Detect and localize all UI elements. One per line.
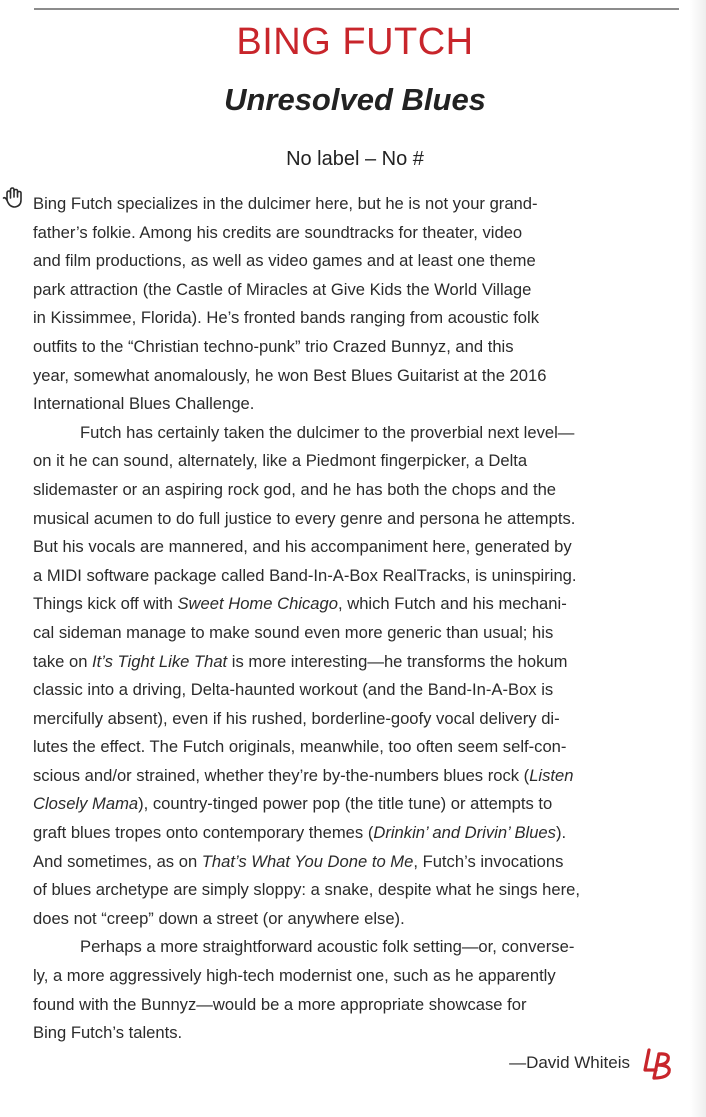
artist-name: BING FUTCH [236,21,474,63]
text-line: musical acumen to do full justice to every genre and persona he attempts. [33,508,576,528]
text-line: of blues archetype are simply sloppy: a snake, despite what he sings here, [33,880,580,900]
text-line: outfits to the “Christian techno-punk” trio Crazed Bunnyz, and this [33,336,514,356]
review-body [33,190,685,1048]
text-line: in Kissimmee, Florida). He’s fronted bands ranging from acoustic folk [33,308,540,328]
text-line: lutes the effect. The Futch originals, meanwhile, too often seem self-con- [33,737,567,757]
song-title: That’s What You Done to Me [201,851,414,871]
text-line [33,848,685,877]
reviewer-signature: —David Whiteis [509,1053,630,1072]
hand-icon [2,186,28,212]
text-line [33,648,685,677]
text-line: and film productions, as well as video games and at least one theme [33,251,536,271]
text-line: a MIDI software package called Band-In-A-Box RealTracks, is uninspiring. [33,565,577,585]
text-run: take on [33,651,93,671]
text-line: Bing Futch’s talents. [33,1023,183,1043]
text-line: father’s folkie. Among his credits are soundtracks for theater, video [33,222,523,242]
text-line [33,590,685,619]
text-line: International Blues Challenge. [33,394,255,414]
text-line: cal sideman manage to make sound even more generic than usual; his [33,622,554,642]
text-line [33,762,685,791]
text-run: Things kick off with [33,594,178,614]
text-run: graft blues tropes onto contemporary themes ( [33,823,374,843]
text-line: classic into a driving, Delta-haunted workout (and the Band-In-A-Box is [33,680,554,700]
text-run: scious and/or strained, whether they’re by-the-numbers blues rock ( [33,765,530,785]
text-run: is more interesting—he transforms the hokum [227,651,568,671]
album-title: Unresolved Blues [224,82,486,117]
text-line: Perhaps a more straightforward acoustic folk setting—or, converse- [80,937,575,957]
text-line: found with the Bunnyz—would be a more appropriate showcase for [33,994,527,1014]
text-line: ly, a more aggressively high-tech modernist one, such as he apparently [33,966,556,986]
text-line: year, somewhat anomalously, he won Best Blues Guitarist at the 2016 [33,365,547,385]
text-line: park attraction (the Castle of Miracles at Give Kids the World Village [33,279,532,299]
text-line: does not “creep” down a street (or anywhere else). [33,908,405,928]
record-label-info: No label – No # [286,148,424,170]
song-title: Closely Mama [33,794,139,814]
text-line: But his vocals are mannered, and his accompaniment here, generated by [33,537,572,557]
top-divider [34,8,679,10]
text-line: Futch has certainly taken the dulcimer to the proverbial next level— [80,422,575,442]
text-run: ). [555,823,567,843]
text-line: on it he can sound, alternately, like a Piedmont fingerpicker, a Delta [33,451,528,471]
song-title: It’s Tight Like That [92,651,228,671]
text-line [33,790,685,819]
text-run: , Futch’s invocations [413,851,564,871]
text-line: slidemaster or an aspiring rock god, and he has both the chops and the [33,479,557,499]
text-line: Bing Futch specializes in the dulcimer here, but he is not your grand- [33,194,538,213]
text-line [33,819,685,848]
lb-logo-icon [640,1044,680,1084]
text-run: And sometimes, as on [33,851,202,871]
song-title: Drinkin’ and Drivin’ Blues [373,823,556,843]
song-title: Listen [529,765,574,785]
text-line: mercifully absent), even if his rushed, borderline-goofy vocal delivery di- [33,708,560,728]
text-run: ), country-tinged power pop (the title tune) or attempts to [138,794,553,814]
song-title: Sweet Home Chicago [177,594,338,614]
text-run: , which Futch and his mechani- [337,594,567,614]
